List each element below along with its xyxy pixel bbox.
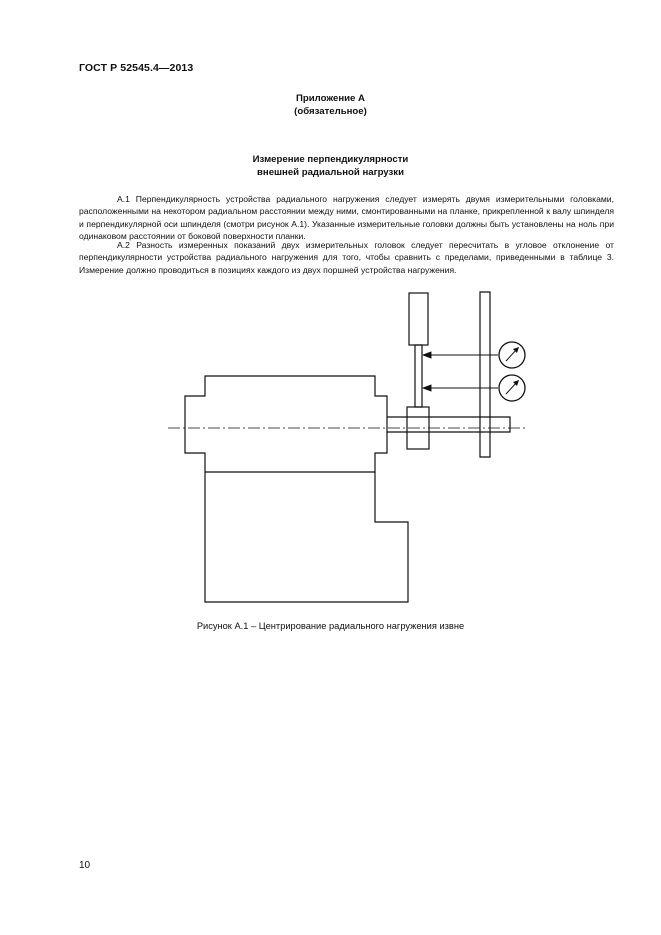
paragraph-a2-text: А.2 Разность измеренных показаний двух измерительных головок следует пересчитать в угловое отклонение от перпендикулярности устройства радиального нагружения для того, чтобы сравнить с пределами, приведенными в таблице 3. Измерение должно проводиться в позициях каждого из двух поршней устройства нагружения. [79,240,614,275]
spindle-shaft [387,417,510,432]
figure-a1-diagram [160,290,540,610]
figure-caption: Рисунок А.1 – Центрирование радиального нагружения извне [196,621,465,631]
section-title-line2: внешней радиальной нагрузки [257,167,404,178]
section-title-line1: Измерение перпендикулярности [252,154,409,165]
paragraph-a2 [79,239,614,276]
arrow-head-lower [423,385,431,391]
loading-device-rod [415,345,422,407]
loading-device-body [409,293,428,345]
appendix-status: (обязательное) [294,106,367,117]
dial-indicator-upper [499,342,525,368]
spindle-housing [185,376,387,472]
paragraph-a1-text: А.1 Перпендикулярность устройства радиального нагружения следует измерять двумя измерительными головками, расположенными на некотором радиальном расстоянии между ними, смонтированными на планке, прикрепленной к валу шпинделя и перпендикулярной оси шпинделя (смотри рисунок А.1). Указанные измерительные головки должны быть установлены на ноль при одинаковом расстоянии от боковой поверхности планки. [79,194,614,242]
arrow-head-upper [423,352,431,358]
document-code-header: ГОСТ Р 52545.4—2013 [79,62,194,74]
appendix-title: Приложение А [296,93,365,104]
machine-base [205,472,408,602]
dial-indicator-lower [499,375,525,401]
paragraph-a1 [79,193,614,243]
page-number: 10 [79,860,91,871]
